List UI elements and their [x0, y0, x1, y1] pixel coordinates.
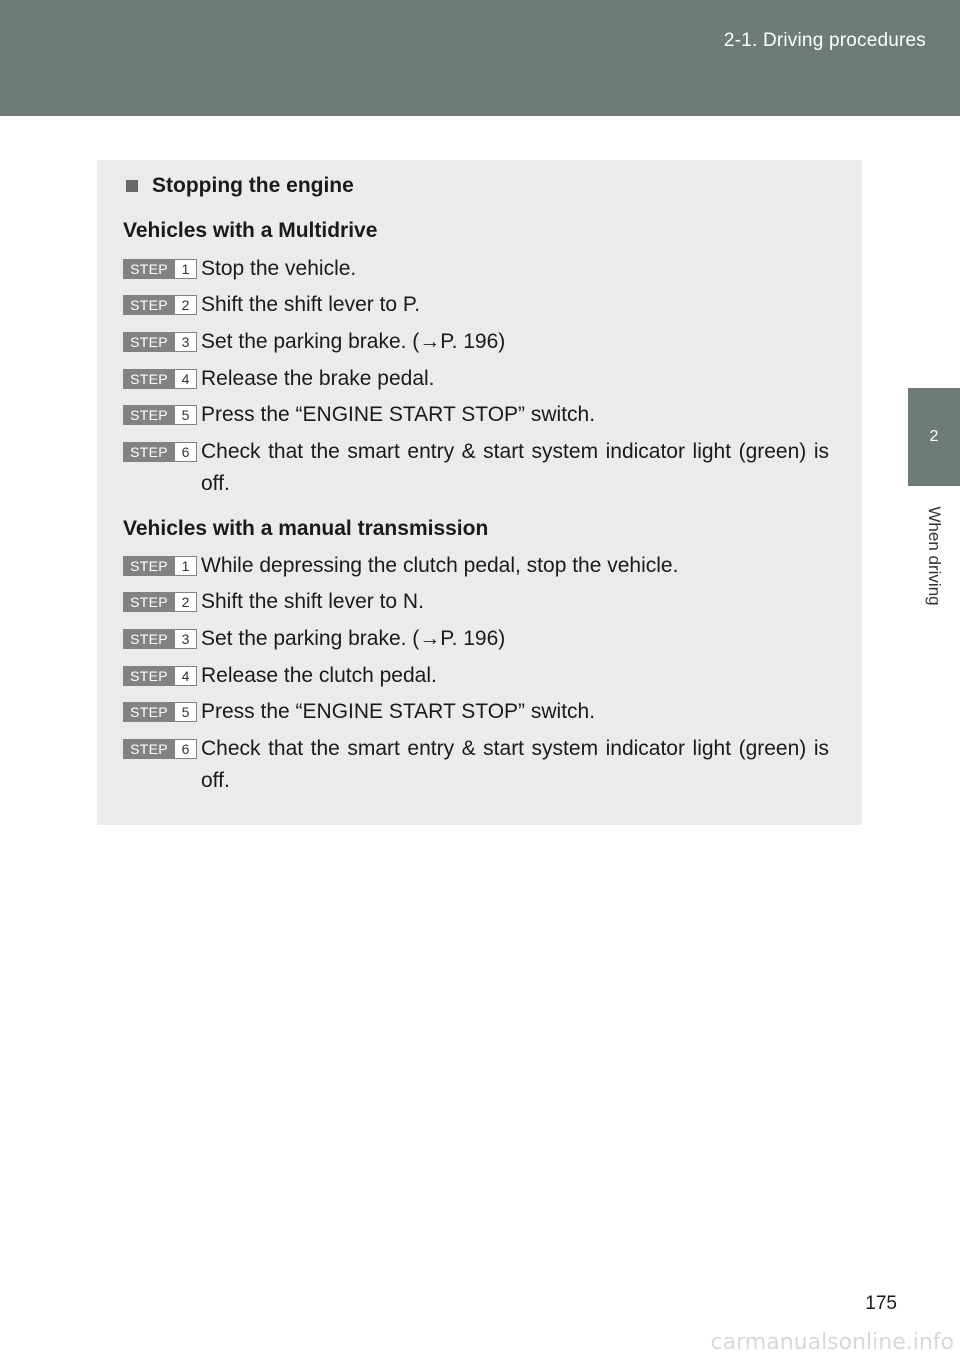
step-badge-label: STEP — [123, 739, 175, 759]
section-title: 2-1. Driving procedures — [723, 30, 926, 51]
step-text: Shift the shift lever to P. — [201, 293, 421, 316]
step-badge-label: STEP — [123, 369, 175, 389]
step-item — [123, 666, 829, 692]
step-item — [123, 629, 829, 655]
step-badge — [123, 332, 197, 352]
step-text: Set the parking brake. (→P. 196) — [201, 330, 506, 353]
group-title-manual: Vehicles with a manual transmission — [123, 517, 489, 540]
step-item — [123, 556, 829, 582]
step-badge — [123, 259, 197, 279]
step-badge-number: 6 — [175, 442, 197, 462]
chapter-label: When driving — [925, 506, 944, 606]
step-item — [123, 405, 829, 431]
step-badge-number: 1 — [175, 259, 197, 279]
step-badge — [123, 702, 197, 722]
step-badge-number: 2 — [175, 592, 197, 612]
step-item — [123, 259, 829, 285]
step-text: Release the clutch pedal. — [201, 664, 437, 687]
step-badge-label: STEP — [123, 405, 175, 425]
step-item — [123, 702, 829, 728]
step-text: Release the brake pedal. — [201, 367, 435, 390]
step-badge-number: 5 — [175, 405, 197, 425]
step-badge-label: STEP — [123, 442, 175, 462]
step-badge — [123, 592, 197, 612]
step-item — [123, 739, 829, 797]
step-item — [123, 295, 829, 321]
chapter-number: 2 — [929, 428, 939, 445]
step-badge-label: STEP — [123, 259, 175, 279]
step-badge — [123, 739, 197, 759]
step-badge-label: STEP — [123, 666, 175, 686]
step-text: While depressing the clutch pedal, stop the vehicle. — [201, 554, 679, 577]
section-heading-text: Stopping the engine — [152, 174, 354, 197]
step-text: Check that the smart entry & start system indicator light (green) is off. — [201, 440, 829, 495]
step-badge-label: STEP — [123, 592, 175, 612]
page-number: 175 — [865, 1293, 897, 1314]
step-badge — [123, 629, 197, 649]
step-badge-number: 1 — [175, 556, 197, 576]
group-title-multidrive: Vehicles with a Multidrive — [123, 219, 378, 242]
step-item — [123, 442, 829, 500]
step-text: Stop the vehicle. — [201, 257, 357, 280]
step-badge-label: STEP — [123, 332, 175, 352]
step-badge-number: 2 — [175, 295, 197, 315]
step-badge-number: 3 — [175, 629, 197, 649]
chapter-tab[interactable] — [908, 388, 960, 486]
square-bullet-icon — [126, 180, 138, 192]
watermark: carmanualsonline.info — [710, 1330, 954, 1355]
step-text: Set the parking brake. (→P. 196) — [201, 627, 506, 650]
step-badge — [123, 556, 197, 576]
step-badge-number: 5 — [175, 702, 197, 722]
step-badge-label: STEP — [123, 629, 175, 649]
step-badge-number: 4 — [175, 666, 197, 686]
step-text: Shift the shift lever to N. — [201, 590, 424, 613]
step-item — [123, 369, 829, 395]
step-badge-number: 3 — [175, 332, 197, 352]
step-badge-number: 4 — [175, 369, 197, 389]
step-badge — [123, 369, 197, 389]
page-header — [0, 0, 960, 116]
step-item — [123, 592, 829, 618]
step-badge — [123, 442, 197, 462]
step-text: Press the “ENGINE START STOP” switch. — [201, 403, 596, 426]
step-badge-label: STEP — [123, 702, 175, 722]
step-text: Press the “ENGINE START STOP” switch. — [201, 700, 596, 723]
step-text: Check that the smart entry & start system indicator light (green) is off. — [201, 737, 829, 792]
step-badge-number: 6 — [175, 739, 197, 759]
step-badge-label: STEP — [123, 556, 175, 576]
step-item — [123, 332, 829, 358]
step-badge — [123, 666, 197, 686]
step-badge-label: STEP — [123, 295, 175, 315]
step-badge — [123, 295, 197, 315]
step-badge — [123, 405, 197, 425]
section-heading — [123, 174, 354, 198]
